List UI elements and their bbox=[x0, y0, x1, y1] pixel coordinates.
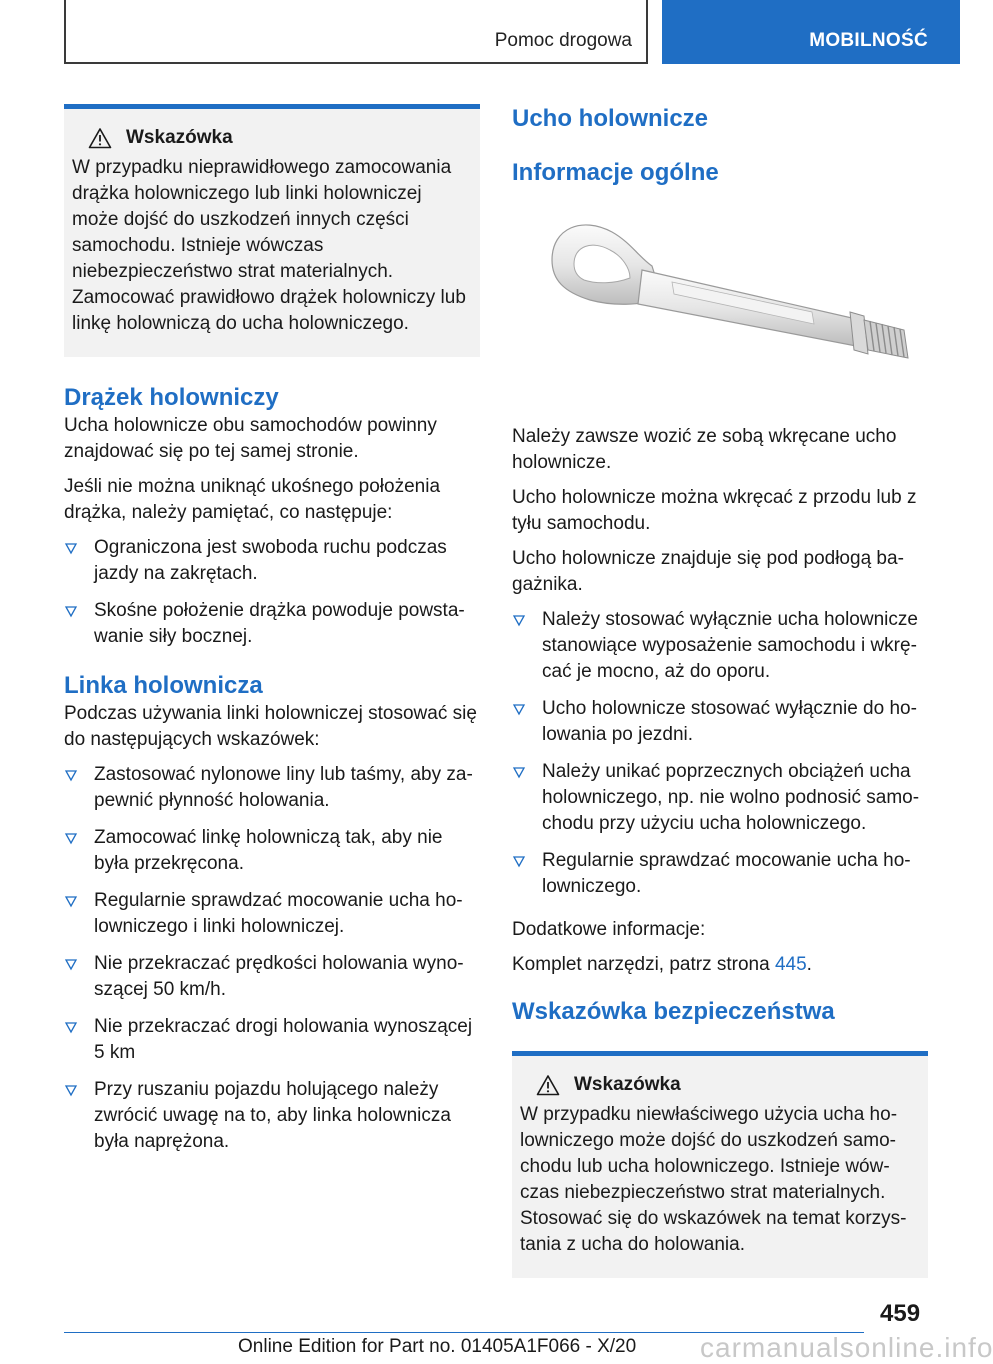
left-column bbox=[64, 104, 480, 1166]
towbar-heading: Drążek holowniczy bbox=[64, 384, 279, 411]
triangle-bullet-icon bbox=[64, 539, 78, 557]
tow-eye-list bbox=[512, 607, 928, 900]
footer-watermark: carmanualsonline.info bbox=[700, 1332, 993, 1363]
warning-title-row bbox=[88, 127, 468, 149]
list-item: Skośne położenie drążka powoduje powstawanie siły bocznej. bbox=[64, 598, 480, 650]
tow-eye-paragraph-3: Ucho holownicze znajduje się pod podłogą bagażnika. bbox=[512, 548, 904, 595]
warning-title: Wskazówka bbox=[574, 1074, 681, 1095]
header-chapter-title: MOBILNOŚĆ bbox=[809, 30, 928, 51]
header-chapter-tab bbox=[662, 0, 960, 64]
warning-box-tow-eye bbox=[512, 1051, 928, 1278]
towrope-list bbox=[64, 762, 480, 1155]
list-item: Nie przekraczać drogi holowania wynoszącej 5 km bbox=[64, 1014, 480, 1066]
header-section-title: Pomoc drogowa bbox=[494, 30, 632, 51]
footer-edition: Online Edition for Part no. 01405A1F066 - X/20 bbox=[238, 1336, 637, 1357]
warning-title: Wskazówka bbox=[126, 127, 233, 148]
towbar-paragraph-1: Ucha holownicze obu samochodów powinny znajdować się po tej samej stronie. bbox=[64, 415, 437, 462]
triangle-bullet-icon bbox=[64, 892, 78, 910]
triangle-bullet-icon bbox=[512, 763, 526, 781]
list-item: Należy unikać poprzecznych obciążeń ucha holowniczego, np. nie wolno podnosić samochodu przy użyciu ucha holowniczego. bbox=[512, 759, 928, 837]
triangle-bullet-icon bbox=[64, 1018, 78, 1036]
list-item: Ograniczona jest swoboda ruchu podczas jazdy na zakrętach. bbox=[64, 535, 480, 587]
list-item: Przy ruszaniu pojazdu holującego należy zwrócić uwagę na to, aby linka holownicza była naprężona. bbox=[64, 1077, 480, 1155]
tow-eye-heading: Ucho holownicze bbox=[512, 105, 709, 132]
list-item: Zamocować linkę holowniczą tak, aby nie była przekręcona. bbox=[64, 825, 480, 877]
triangle-bullet-icon bbox=[64, 602, 78, 620]
tow-eye-illustration bbox=[512, 188, 928, 418]
triangle-bullet-icon bbox=[64, 829, 78, 847]
page-link-445[interactable]: 445 bbox=[774, 954, 807, 975]
header-section-tab bbox=[64, 0, 648, 64]
towrope-paragraph-1: Podczas używania linki holowniczej stosować się do następujących wskazówek: bbox=[64, 703, 477, 750]
triangle-bullet-icon bbox=[64, 766, 78, 784]
list-item: Nie przekraczać prędkości holowania wynoszącej 50 km/h. bbox=[64, 951, 480, 1003]
triangle-bullet-icon bbox=[64, 1081, 78, 1099]
tow-eye-paragraph-1: Należy zawsze wozić ze sobą wkręcane ucho holownicze. bbox=[512, 426, 897, 473]
tow-eye-image bbox=[512, 188, 928, 418]
list-item: Zastosować nylonowe liny lub taśmy, aby zapewnić płynność holowania. bbox=[64, 762, 480, 814]
page-number: 459 bbox=[880, 1300, 921, 1327]
towbar-list bbox=[64, 535, 480, 650]
general-info-heading: Informacje ogólne bbox=[512, 159, 719, 186]
right-column bbox=[512, 104, 928, 1278]
triangle-bullet-icon bbox=[512, 700, 526, 718]
safety-heading: Wskazówka bezpieczeństwa bbox=[512, 998, 835, 1025]
warning-title-row bbox=[536, 1074, 916, 1096]
warning-triangle-icon bbox=[88, 127, 112, 149]
triangle-bullet-icon bbox=[512, 611, 526, 629]
tow-eye-paragraph-2: Ucho holownicze można wkręcać z przodu lub z tyłu samochodu. bbox=[512, 487, 917, 534]
triangle-bullet-icon bbox=[512, 852, 526, 870]
warning-box-towbar bbox=[64, 104, 480, 357]
list-item: Regularnie sprawdzać mocowanie ucha holowniczego. bbox=[512, 848, 928, 900]
additional-info-label: Dodatkowe informacje: bbox=[512, 919, 706, 940]
towrope-heading: Linka holownicza bbox=[64, 672, 263, 699]
towbar-paragraph-2: Jeśli nie można uniknąć ukośnego położenia drążka, należy pamiętać, co następuje: bbox=[64, 476, 441, 523]
toolkit-reference: Komplet narzędzi, patrz strona 445. bbox=[512, 954, 812, 975]
triangle-bullet-icon bbox=[64, 955, 78, 973]
list-item: Należy stosować wyłącznie ucha holownicze stanowiące wyposażenie samochodu i wkręcać je mocno, aż do oporu. bbox=[512, 607, 928, 685]
warning-triangle-icon bbox=[536, 1074, 560, 1096]
list-item: Ucho holownicze stosować wyłącznie do holowania po jezdni. bbox=[512, 696, 928, 748]
warning-text: W przypadku niewłaściwego użycia ucha holowniczego może dojść do uszkodzeń samochodu lub ucha holowniczego. Istnieje wówczas niebezpieczeństwo strat materialnych. Stosować się do wskazówek na temat korzystania z ucha do holowania. bbox=[520, 1104, 907, 1255]
list-item: Regularnie sprawdzać mocowanie ucha holowniczego i linki holowniczej. bbox=[64, 888, 480, 940]
warning-text: W przypadku nieprawidłowego zamocowania drążka holowniczego lub linki holowniczej może dojść do uszkodzeń innych części samochodu. Istnieje wówczas niebezpieczeństwo strat materialnych. Zamocować prawidłowo drążek holowniczy lub linkę holowniczą do ucha holowniczego. bbox=[72, 157, 466, 334]
